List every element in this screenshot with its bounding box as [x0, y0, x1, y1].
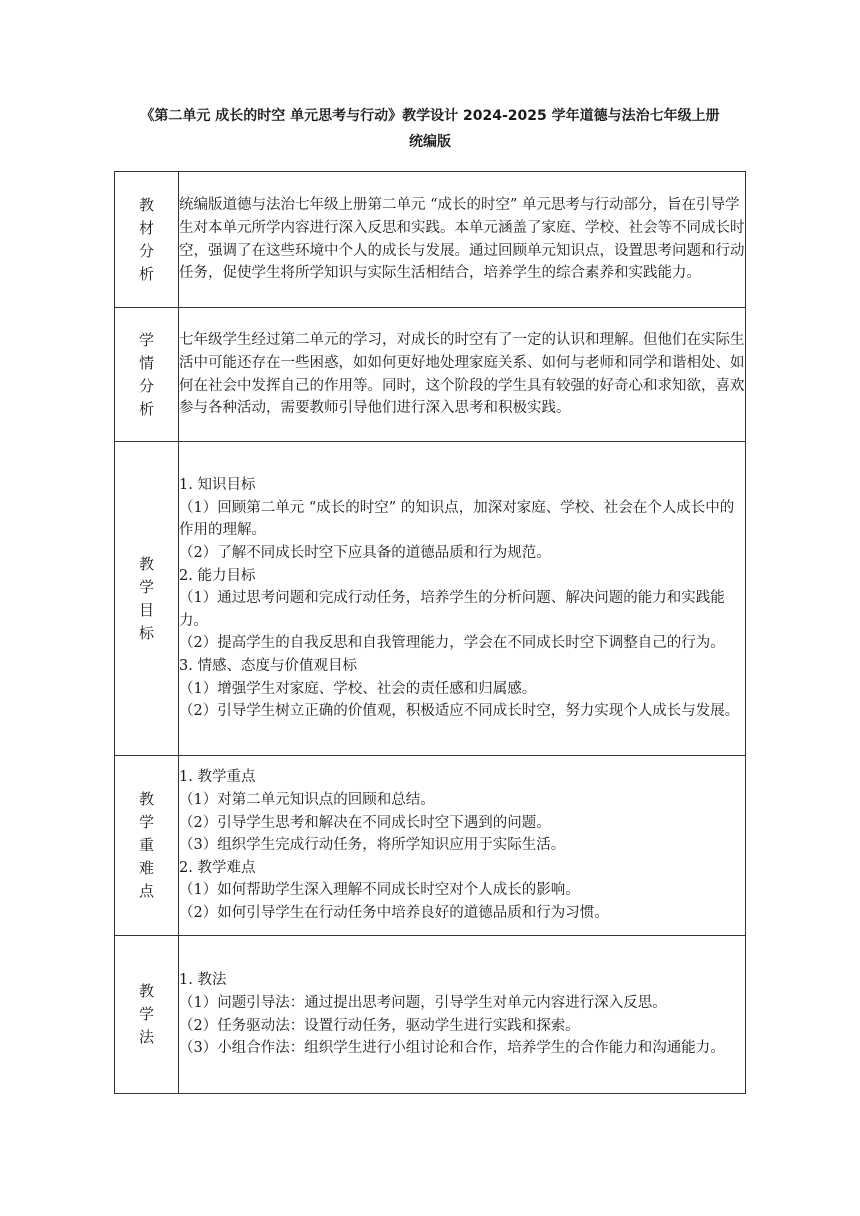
- row-label-char: 情: [138, 353, 154, 372]
- content-line: （2）引导学生思考和解决在不同成长时空下遇到的问题。: [179, 814, 551, 831]
- table-row: [115, 936, 746, 1094]
- row-label: [115, 172, 179, 308]
- content-line: 1. 教学重点: [179, 769, 256, 786]
- content-line: （3）组织学生完成行动任务，将所学知识应用于实际生活。: [179, 837, 566, 854]
- table-row: [115, 172, 746, 308]
- lesson-plan-table: [114, 171, 746, 1094]
- row-label-char: 分: [138, 376, 154, 395]
- table-row: [115, 756, 746, 936]
- row-content: [179, 936, 746, 1094]
- content-line: （1）回顾第二单元 “成长的时空” 的知识点，加深对家庭、学校、社会在个人成长中的作用的理解。: [179, 499, 735, 539]
- content-line: （3）小组合作法：组织学生进行小组讨论和合作，培养学生的合作能力和沟通能力。: [179, 1040, 725, 1057]
- row-label-char: 析: [138, 399, 154, 418]
- content-line: （1）问题引导法：通过提出思考问题，引导学生对单元内容进行深入反思。: [179, 994, 667, 1011]
- content-line: 2. 能力目标: [179, 567, 256, 584]
- content-line: （2）引导学生树立正确的价值观，积极适应不同成长时空，努力实现个人成长与发展。: [179, 703, 740, 720]
- row-label-char: 教: [138, 554, 154, 573]
- row-label-char: 重: [138, 836, 154, 854]
- row-label-char: 教: [138, 982, 154, 1000]
- document-title: [100, 103, 760, 155]
- row-label-char: 目: [138, 600, 154, 619]
- row-label-char: 教: [138, 195, 154, 214]
- content-line: （1）如何帮助学生深入理解不同成长时空对个人成长的影响。: [179, 882, 580, 899]
- content-line: （2）提高学生的自我反思和自我管理能力，学会在不同成长时空下调整自己的行为。: [179, 635, 725, 652]
- row-label-char: 材: [138, 218, 154, 237]
- row-label-char: 学: [138, 1005, 154, 1023]
- row-label-char: 标: [138, 623, 154, 642]
- row-label: [115, 756, 179, 936]
- content-line: 2. 教学难点: [179, 859, 256, 876]
- row-label: [115, 308, 179, 442]
- row-content: [179, 756, 746, 936]
- table-row: [115, 308, 746, 442]
- content-line: 1. 知识目标: [179, 477, 256, 494]
- content-line: 3. 情感、态度与价值观目标: [179, 657, 357, 674]
- content-line: 1. 教法: [179, 972, 227, 989]
- row-label-char: 法: [138, 1028, 154, 1046]
- content-line: 七年级学生经过第二单元的学习，对成长的时空有了一定的认识和理解。但他们在实际生活中可能还存在一些困惑，如如何更好地处理家庭关系、如何与老师和同学和谐相处、如何在社会中发挥自己的作用等。同时，这个阶段的学生具有较强的好奇心和求知欲，喜欢参与各种活动，需要教师引导他们进行深入思考和积极实践。: [179, 332, 745, 417]
- row-content: [179, 442, 746, 756]
- title-line-1: 《第二单元 成长的时空 单元思考与行动》教学设计 2024-2025 学年道德与法治七年级上册: [140, 108, 720, 124]
- row-label-char: 学: [138, 813, 154, 831]
- content-line: （1）对第二单元知识点的回顾和总结。: [179, 792, 435, 809]
- content-line: （2）了解不同成长时空下应具备的道德品质和行为规范。: [179, 545, 551, 562]
- content-line: 统编版道德与法治七年级上册第二单元 “成长的时空” 单元思考与行动部分，旨在引导学生对本单元所学内容进行深入反思和实践。本单元涵盖了家庭、学校、社会等不同成长时空，强调了在这些环境中个人的成长与发展。通过回顾单元知识点，设置思考问题和行动任务，促使学生将所学知识与实际生活相结合，培养学生的综合素养和实践能力。: [179, 197, 745, 282]
- row-content: [179, 172, 746, 308]
- row-label-char: 点: [138, 882, 154, 900]
- row-label-char: 析: [138, 264, 154, 283]
- row-label: [115, 936, 179, 1094]
- content-line: （1）通过思考问题和完成行动任务，培养学生的分析问题、解决问题的能力和实践能力。: [179, 590, 725, 629]
- content-line: （2）如何引导学生在行动任务中培养良好的道德品质和行为习惯。: [179, 904, 609, 921]
- row-label-char: 难: [138, 859, 154, 877]
- row-content: [179, 308, 746, 442]
- table-row: [115, 442, 746, 756]
- row-label: [115, 442, 179, 756]
- row-label-char: 教: [138, 790, 154, 808]
- row-label-char: 学: [138, 330, 154, 349]
- row-label-char: 学: [138, 577, 154, 596]
- content-line: （1）增强学生对家庭、学校、社会的责任感和归属感。: [179, 680, 537, 697]
- row-label-char: 分: [138, 241, 154, 260]
- title-line-2: 统编版: [409, 134, 451, 150]
- content-line: （2）任务驱动法：设置行动任务，驱动学生进行实践和探索。: [179, 1017, 580, 1034]
